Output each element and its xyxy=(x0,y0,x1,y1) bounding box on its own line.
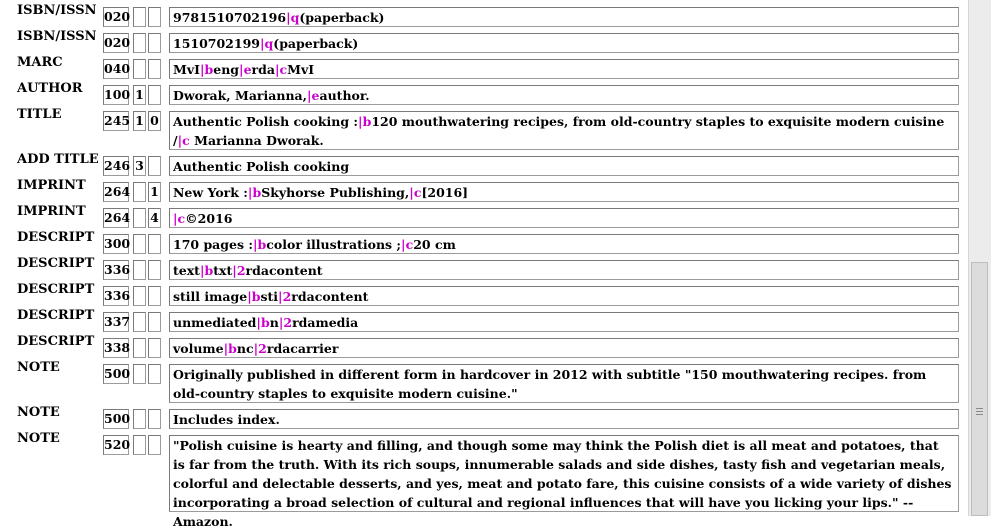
subfield-code: |c xyxy=(274,62,288,77)
indicator-2-input[interactable] xyxy=(148,286,161,306)
field-label: IMPRINT xyxy=(17,204,86,219)
indicator-1-input[interactable] xyxy=(133,7,146,27)
field-label: DESCRIPT xyxy=(17,282,95,297)
record-row xyxy=(0,282,968,306)
field-label: NOTE xyxy=(17,360,60,375)
subfield-code: |b xyxy=(223,341,237,356)
record-row xyxy=(0,431,968,529)
indicator-1-input[interactable] xyxy=(133,33,146,53)
indicator-1-input[interactable] xyxy=(133,338,146,358)
indicator-2-input[interactable] xyxy=(148,156,161,176)
subfield-code: |b xyxy=(247,289,261,304)
field-content-input[interactable]: Authentic Polish cooking xyxy=(169,156,959,176)
indicator-2-input[interactable] xyxy=(148,234,161,254)
subfield-code: |q xyxy=(259,36,274,51)
record-row xyxy=(0,178,968,202)
indicator-1-input[interactable] xyxy=(133,260,146,280)
subfield-code: |b xyxy=(247,185,262,200)
field-label: AUTHOR xyxy=(17,81,83,96)
indicator-2-input[interactable] xyxy=(148,33,161,53)
field-content-input[interactable]: New York :|bSkyhorse Publishing,|c[2016] xyxy=(169,182,959,202)
indicator-1-input[interactable] xyxy=(133,409,146,429)
record-row xyxy=(0,334,968,358)
field-label: NOTE xyxy=(17,405,60,420)
tag-input[interactable]: 338 xyxy=(103,338,129,358)
field-content-input[interactable]: still image|bsti|2rdacontent xyxy=(169,286,959,306)
record-row xyxy=(0,3,968,27)
record-row xyxy=(0,55,968,79)
field-label: NOTE xyxy=(17,431,60,446)
indicator-1-input[interactable] xyxy=(133,208,146,228)
indicator-2-input[interactable] xyxy=(148,338,161,358)
record-row xyxy=(0,107,968,150)
tag-input[interactable]: 336 xyxy=(103,286,129,306)
field-label: DESCRIPT xyxy=(17,256,95,271)
field-label: TITLE xyxy=(17,107,62,122)
indicator-2-input[interactable] xyxy=(148,59,161,79)
subfield-code: |2 xyxy=(278,315,293,330)
indicator-2-input[interactable] xyxy=(148,260,161,280)
indicator-1-input[interactable]: 1 xyxy=(133,85,146,105)
field-content-input[interactable]: "Polish cuisine is hearty and filling, and though some may think the Polish diet is all meat and potatoes, that is far from the truth. With its rich soups, innumerable salads and side dishes, tasty fish and vegetarian meals, colorful and delectable desserts, and yes, meat and potato fare, this cuisine consists of a wide variety of dishes incorporating a broad selection of cultural and regional influences that will have you licking your lips." --Amazon. xyxy=(169,435,959,512)
indicator-2-input[interactable]: 0 xyxy=(148,111,161,131)
vertical-scrollbar[interactable] xyxy=(968,0,991,516)
indicator-2-input[interactable] xyxy=(148,409,161,429)
indicator-1-input[interactable] xyxy=(133,234,146,254)
indicator-1-input[interactable] xyxy=(133,182,146,202)
field-content-input[interactable]: text|btxt|2rdacontent xyxy=(169,260,959,280)
subfield-code: |b xyxy=(252,237,267,252)
indicator-2-input[interactable] xyxy=(148,85,161,105)
tag-input[interactable]: 040 xyxy=(103,59,129,79)
field-content-input[interactable]: volume|bnc|2rdacarrier xyxy=(169,338,959,358)
tag-input[interactable]: 020 xyxy=(103,33,129,53)
field-label: IMPRINT xyxy=(17,178,86,193)
tag-input[interactable]: 245 xyxy=(103,111,129,131)
record-row xyxy=(0,81,968,105)
field-label: ADD TITLE xyxy=(17,152,99,167)
field-content-input[interactable]: Authentic Polish cooking :|b120 mouthwatering recipes, from old-country staples to exquisite modern cuisine /|c Marianna Dworak. xyxy=(169,111,959,150)
subfield-code: |b xyxy=(358,114,372,129)
record-row xyxy=(0,230,968,254)
record-row xyxy=(0,204,968,228)
record-row xyxy=(0,405,968,429)
subfield-code: |2 xyxy=(232,263,246,278)
subfield-code: |c xyxy=(177,133,190,148)
indicator-1-input[interactable] xyxy=(133,59,146,79)
indicator-1-input[interactable]: 3 xyxy=(133,156,146,176)
subfield-code: |c xyxy=(173,211,186,226)
field-label: DESCRIPT xyxy=(17,230,95,245)
subfield-code: |c xyxy=(401,237,414,252)
indicator-2-input[interactable]: 1 xyxy=(148,182,161,202)
tag-input[interactable]: 020 xyxy=(103,7,129,27)
indicator-1-input[interactable]: 1 xyxy=(133,111,146,131)
field-content-input[interactable]: Originally published in different form in hardcover in 2012 with subtitle "150 mouthwatering recipes. from old-country staples to exquisite modern cuisine." xyxy=(169,364,959,403)
subfield-code: |e xyxy=(239,62,252,77)
tag-input[interactable]: 500 xyxy=(103,409,129,429)
field-content-input[interactable]: unmediated|bn|2rdamedia xyxy=(169,312,959,332)
record-row xyxy=(0,152,968,176)
indicator-2-input[interactable] xyxy=(148,435,161,455)
indicator-2-input[interactable]: 4 xyxy=(148,208,161,228)
tag-input[interactable]: 264 xyxy=(103,182,129,202)
field-content-input[interactable]: Dworak, Marianna,|eauthor. xyxy=(169,85,959,105)
indicator-2-input[interactable] xyxy=(148,312,161,332)
subfield-code: |c xyxy=(409,185,422,200)
tag-input[interactable]: 500 xyxy=(103,364,129,384)
field-content-input[interactable]: Includes index. xyxy=(169,409,959,429)
field-content-input[interactable]: MvI|beng|erda|cMvI xyxy=(169,59,959,79)
indicator-2-input[interactable] xyxy=(148,364,161,384)
tag-input[interactable]: 246 xyxy=(103,156,129,176)
tag-input[interactable]: 520 xyxy=(103,435,129,455)
subfield-code: |2 xyxy=(253,341,267,356)
indicator-1-input[interactable] xyxy=(133,364,146,384)
grip-line xyxy=(976,414,983,415)
field-content-input[interactable]: |c©2016 xyxy=(169,208,959,228)
subfield-code: |b xyxy=(256,315,270,330)
tag-input[interactable]: 337 xyxy=(103,312,129,332)
subfield-code: |q xyxy=(286,10,300,25)
subfield-code: |e xyxy=(306,88,320,103)
tag-input[interactable]: 264 xyxy=(103,208,129,228)
tag-input[interactable]: 300 xyxy=(103,234,129,254)
record-row xyxy=(0,29,968,53)
indicator-1-input[interactable] xyxy=(133,286,146,306)
tag-input[interactable]: 100 xyxy=(103,85,129,105)
grip-line xyxy=(976,408,983,409)
indicator-2-input[interactable] xyxy=(148,7,161,27)
field-content-input[interactable]: 170 pages :|bcolor illustrations ;|c20 cm xyxy=(169,234,959,254)
indicator-1-input[interactable] xyxy=(133,435,146,455)
subfield-code: |2 xyxy=(278,289,292,304)
record-row xyxy=(0,256,968,280)
field-content-input[interactable]: 1510702199|q(paperback) xyxy=(169,33,959,53)
field-label: ISBN/ISSN xyxy=(17,3,97,18)
field-label: ISBN/ISSN xyxy=(17,29,97,44)
field-label: DESCRIPT xyxy=(17,334,95,349)
subfield-code: |b xyxy=(199,263,214,278)
field-label: MARC xyxy=(17,55,63,70)
field-content-input[interactable]: 9781510702196|q(paperback) xyxy=(169,7,959,27)
record-row xyxy=(0,308,968,332)
record-row xyxy=(0,360,968,403)
tag-input[interactable]: 336 xyxy=(103,260,129,280)
grip-line xyxy=(976,411,983,412)
subfield-code: |b xyxy=(199,62,214,77)
indicator-1-input[interactable] xyxy=(133,312,146,332)
field-label: DESCRIPT xyxy=(17,308,95,323)
scrollbar-thumb[interactable] xyxy=(971,262,988,516)
